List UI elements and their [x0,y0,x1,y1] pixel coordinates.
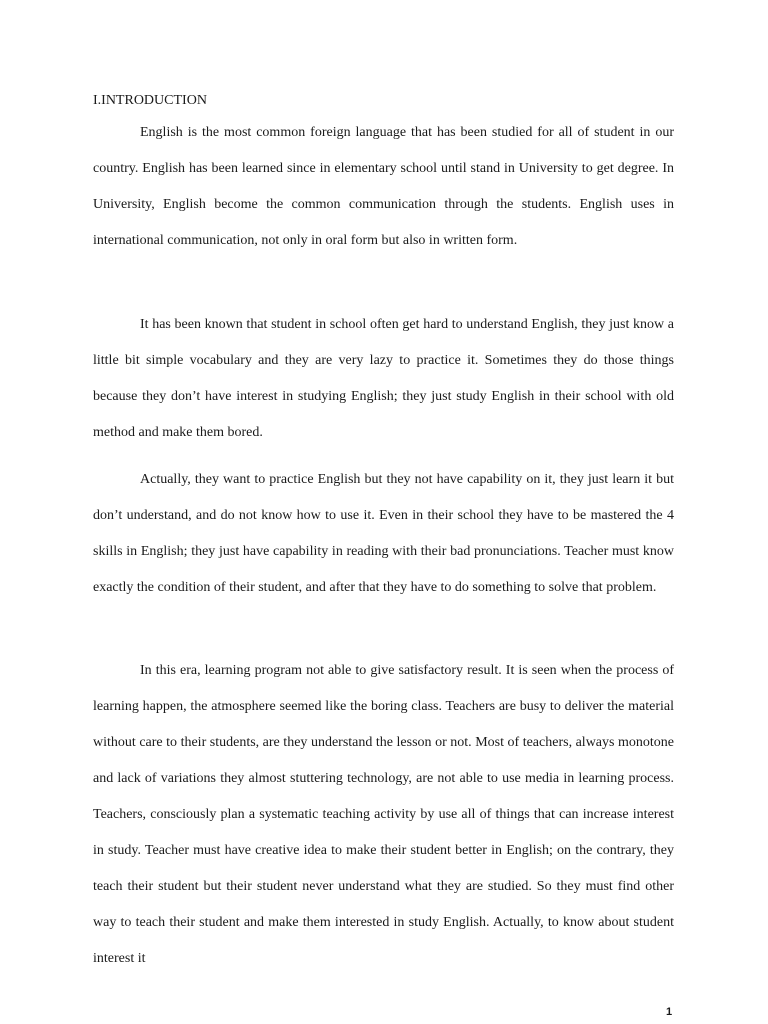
paragraph-3: Actually, they want to practice English but they not have capability on it, they just learn it but don’t understand, and do not know how to use it. Even in their school they have to be mastered the 4 skills in English; they just have capability in reading with their bad pronunciations. Teacher must know exactly the condition of their student, and after that they have to do something to solve that problem. [93,472,674,595]
paragraph-2: It has been known that student in school often get hard to understand English, they just know a little bit simple vocabulary and they are very lazy to practice it. Sometimes they do those things because they don’t have interest in studying English; they just study English in their school with old method and make them bored. [93,317,674,440]
paragraph-4: In this era, learning program not able to give satisfactory result. It is seen when the process of learning happen, the atmosphere seemed like the boring class. Teachers are busy to deliver the material without care to their students, are they understand the lesson or not. Most of teachers, always monotone and lack of variations they almost stuttering technology, are not able to use media in learning process. Teachers, consciously plan a systematic teaching activity by use all of things that can increase interest in study. Teacher must have creative idea to make their student better in English; on the contrary, they teach their student but their student never understand what they are studied. So they must find other way to teach their student and make them interested in study English. Actually, to know about student interest it [93,663,674,966]
paragraph-1: English is the most common foreign language that has been studied for all of student in our country. English has been learned since in elementary school until stand in University to get degree. In University, English become the common communication through the students. English uses in international communication, not only in oral form but also in written form. [93,125,674,248]
section-heading: I.INTRODUCTION [93,93,207,108]
page-number: 1 [666,1006,673,1018]
